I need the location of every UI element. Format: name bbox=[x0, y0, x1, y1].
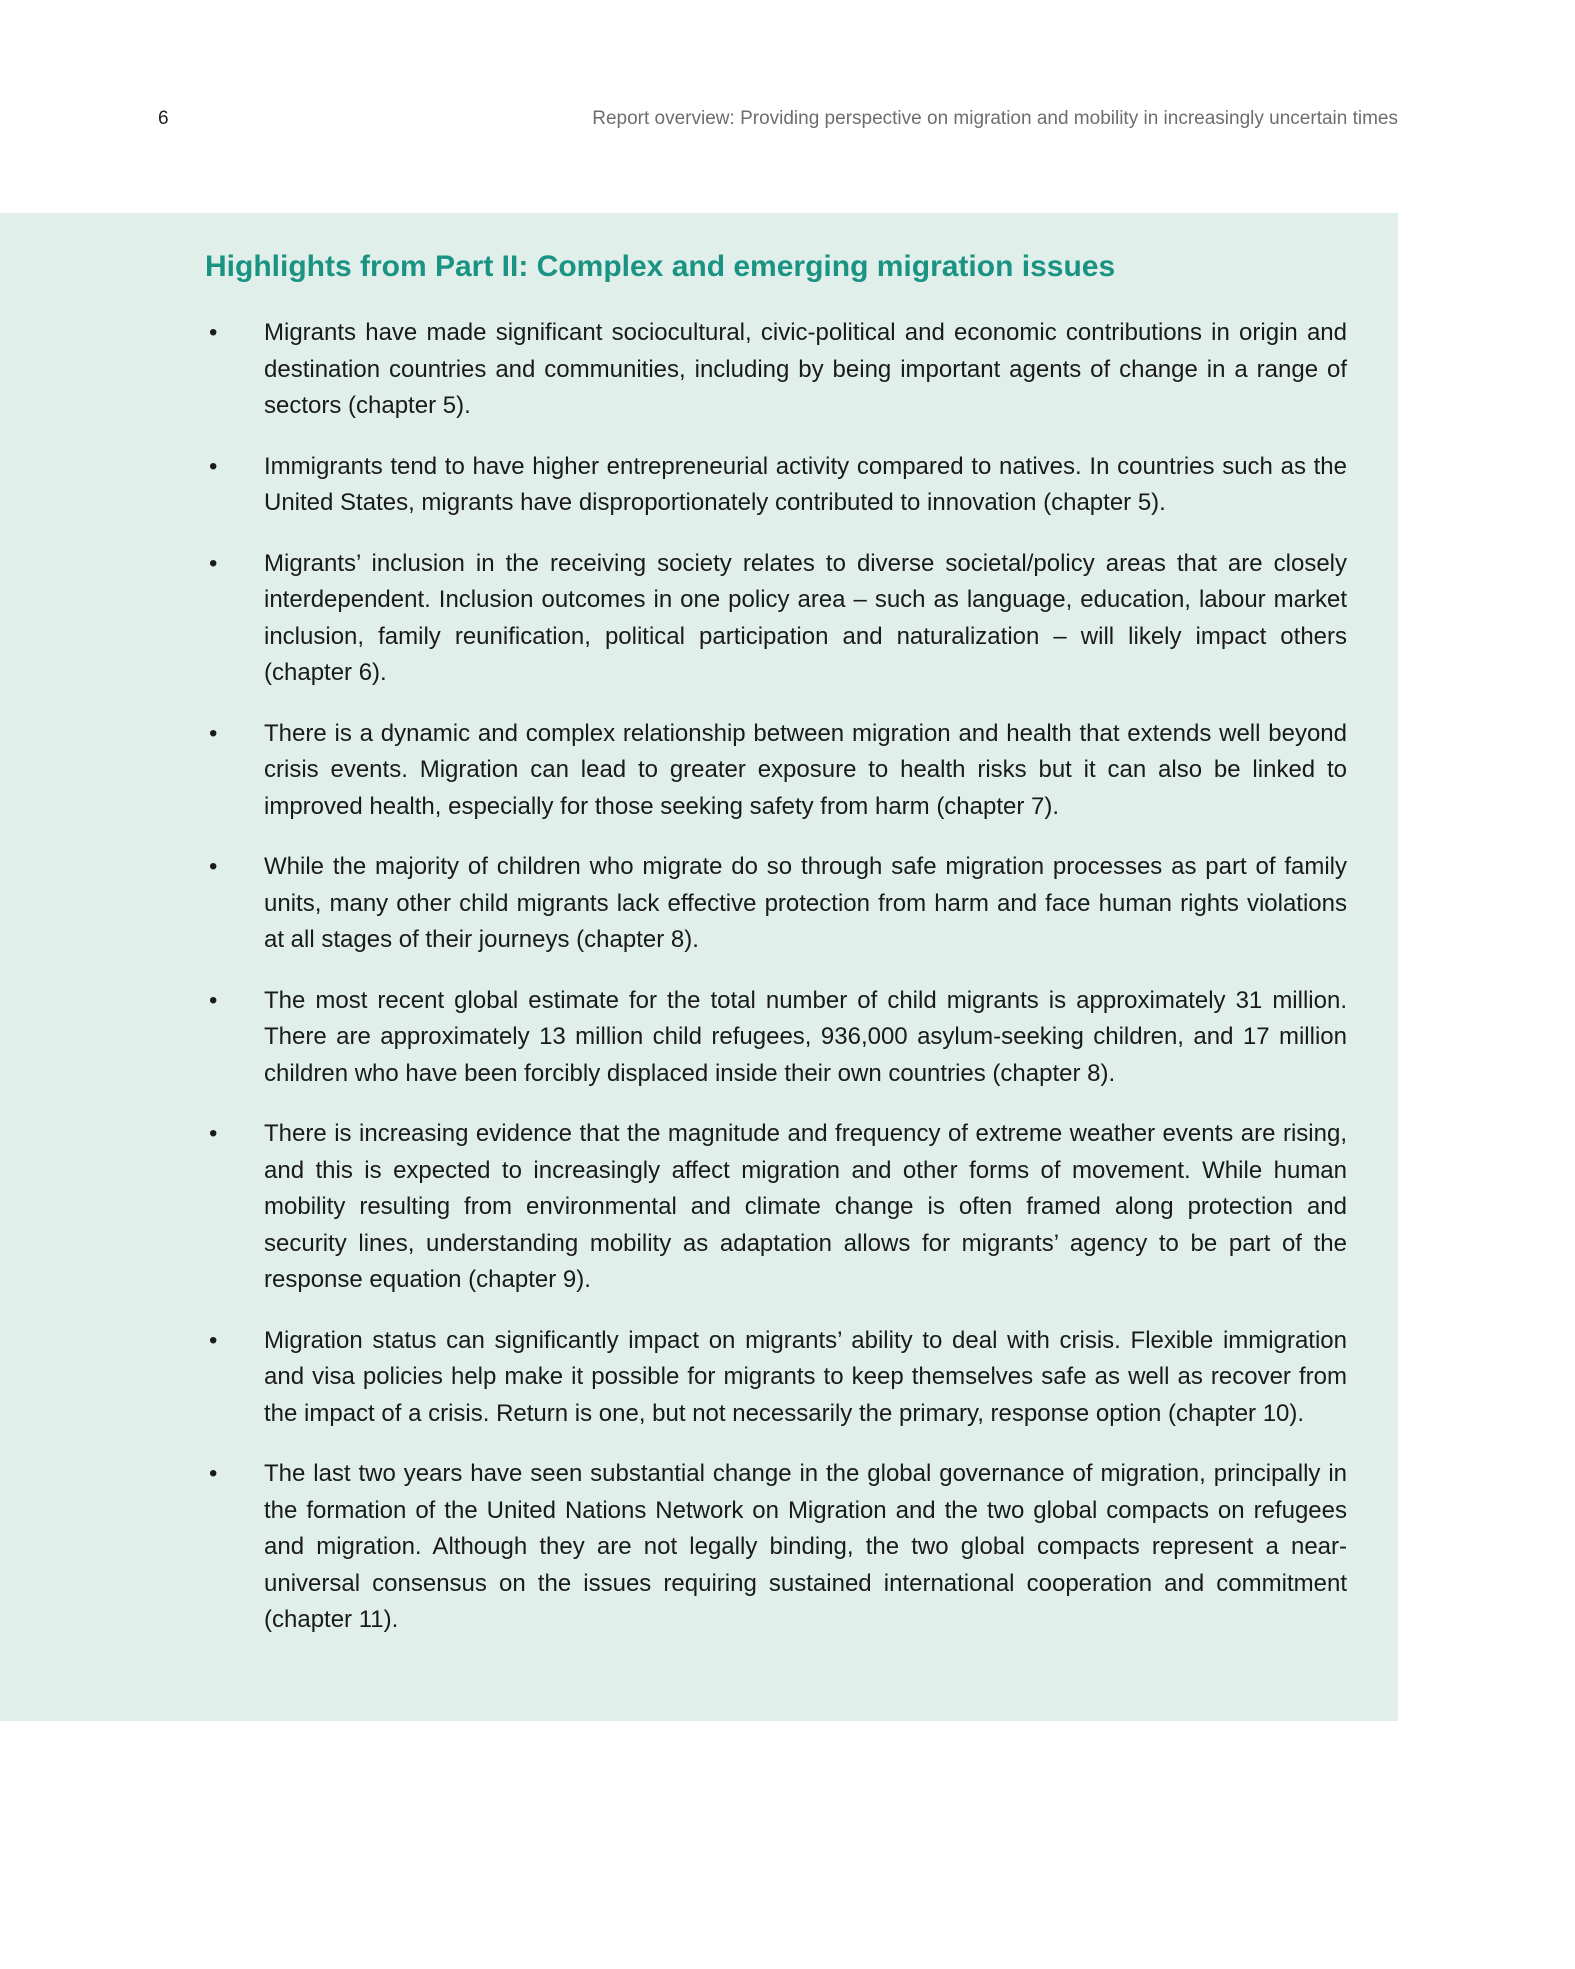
bullet-icon: • bbox=[209, 1120, 218, 1147]
highlight-item bbox=[205, 1323, 1347, 1433]
highlight-item bbox=[205, 849, 1347, 959]
bullet-icon: • bbox=[209, 1326, 218, 1354]
running-header bbox=[158, 108, 1398, 132]
running-title: Report overview: Providing perspective on migration and mobility in increasingly uncertain times bbox=[592, 108, 1398, 129]
highlight-text: Immigrants tend to have higher entrepreneurial activity compared to natives. In countries such as the United States, migrants have disproportionately contributed to innovation (chapter 5). bbox=[264, 452, 1347, 516]
bullet-icon: • bbox=[209, 549, 218, 577]
highlights-box bbox=[0, 213, 1398, 1721]
bullet-icon: • bbox=[209, 319, 218, 346]
highlight-item bbox=[205, 983, 1347, 1093]
highlight-item bbox=[205, 315, 1347, 425]
highlight-item bbox=[205, 1116, 1347, 1299]
highlight-text: Migrants have made significant sociocultural, civic-political and economic contributions in origin and destination countries and communities, including by being important agents of change in a range of sectors (chapter 5). bbox=[264, 319, 1347, 419]
bullet-icon: • bbox=[209, 452, 218, 480]
highlight-item bbox=[205, 1456, 1347, 1639]
highlight-item bbox=[205, 546, 1347, 692]
highlights-list bbox=[205, 315, 1347, 1663]
bullet-icon: • bbox=[209, 853, 218, 880]
highlight-text: While the majority of children who migrate do so through safe migration processes as part of family units, many other child migrants lack effective protection from harm and face human rights violations at all stages of their journeys (chapter 8). bbox=[264, 853, 1347, 953]
highlight-text: Migrants’ inclusion in the receiving society relates to diverse societal/policy areas that are closely interdependent. Inclusion outcomes in one policy area – such as language, education, labour market inclusion, family reunification, political participation and naturalization – will likely impact others (chapter 6). bbox=[264, 549, 1347, 686]
page-number: 6 bbox=[158, 108, 169, 129]
highlight-item bbox=[205, 449, 1347, 522]
highlight-text: The last two years have seen substantial change in the global governance of migration, principally in the formation of the United Nations Network on Migration and the two global compacts on refugees and migration. Although they are not legally binding, the two global compacts represent a near-universal consensus on the issues requiring sustained international cooperation and commitment (chapter 11). bbox=[264, 1460, 1347, 1633]
bullet-icon: • bbox=[209, 1460, 218, 1487]
highlight-text: There is increasing evidence that the magnitude and frequency of extreme weather events are rising, and this is expected to increasingly affect migration and other forms of movement. While human mobility resulting from environmental and climate change is often framed along protection and security lines, understanding mobility as adaptation allows for migrants’ agency to be part of the response equation (chapter 9). bbox=[264, 1120, 1347, 1293]
highlight-text: There is a dynamic and complex relationship between migration and health that extends well beyond crisis events. Migration can lead to greater exposure to health risks but it can also be linked to improved health, especially for those seeking safety from harm (chapter 7). bbox=[264, 719, 1347, 820]
bullet-icon: • bbox=[209, 719, 218, 747]
bullet-icon: • bbox=[209, 986, 218, 1014]
highlight-text: Migration status can significantly impact on migrants’ ability to deal with crisis. Flexible immigration and visa policies help make it possible for migrants to keep themselves safe as well as recover from the impact of a crisis. Return is one, but not necessarily the primary, response option (chapter 10). bbox=[264, 1326, 1347, 1427]
highlight-text: The most recent global estimate for the total number of child migrants is approximately 31 million. There are approximately 13 million child refugees, 936,000 asylum-seeking children, and 17 million children who have been forcibly displaced inside their own countries (chapter 8). bbox=[264, 986, 1347, 1087]
highlights-title: Highlights from Part II: Complex and emerging migration issues bbox=[205, 250, 1116, 283]
highlight-item bbox=[205, 716, 1347, 826]
